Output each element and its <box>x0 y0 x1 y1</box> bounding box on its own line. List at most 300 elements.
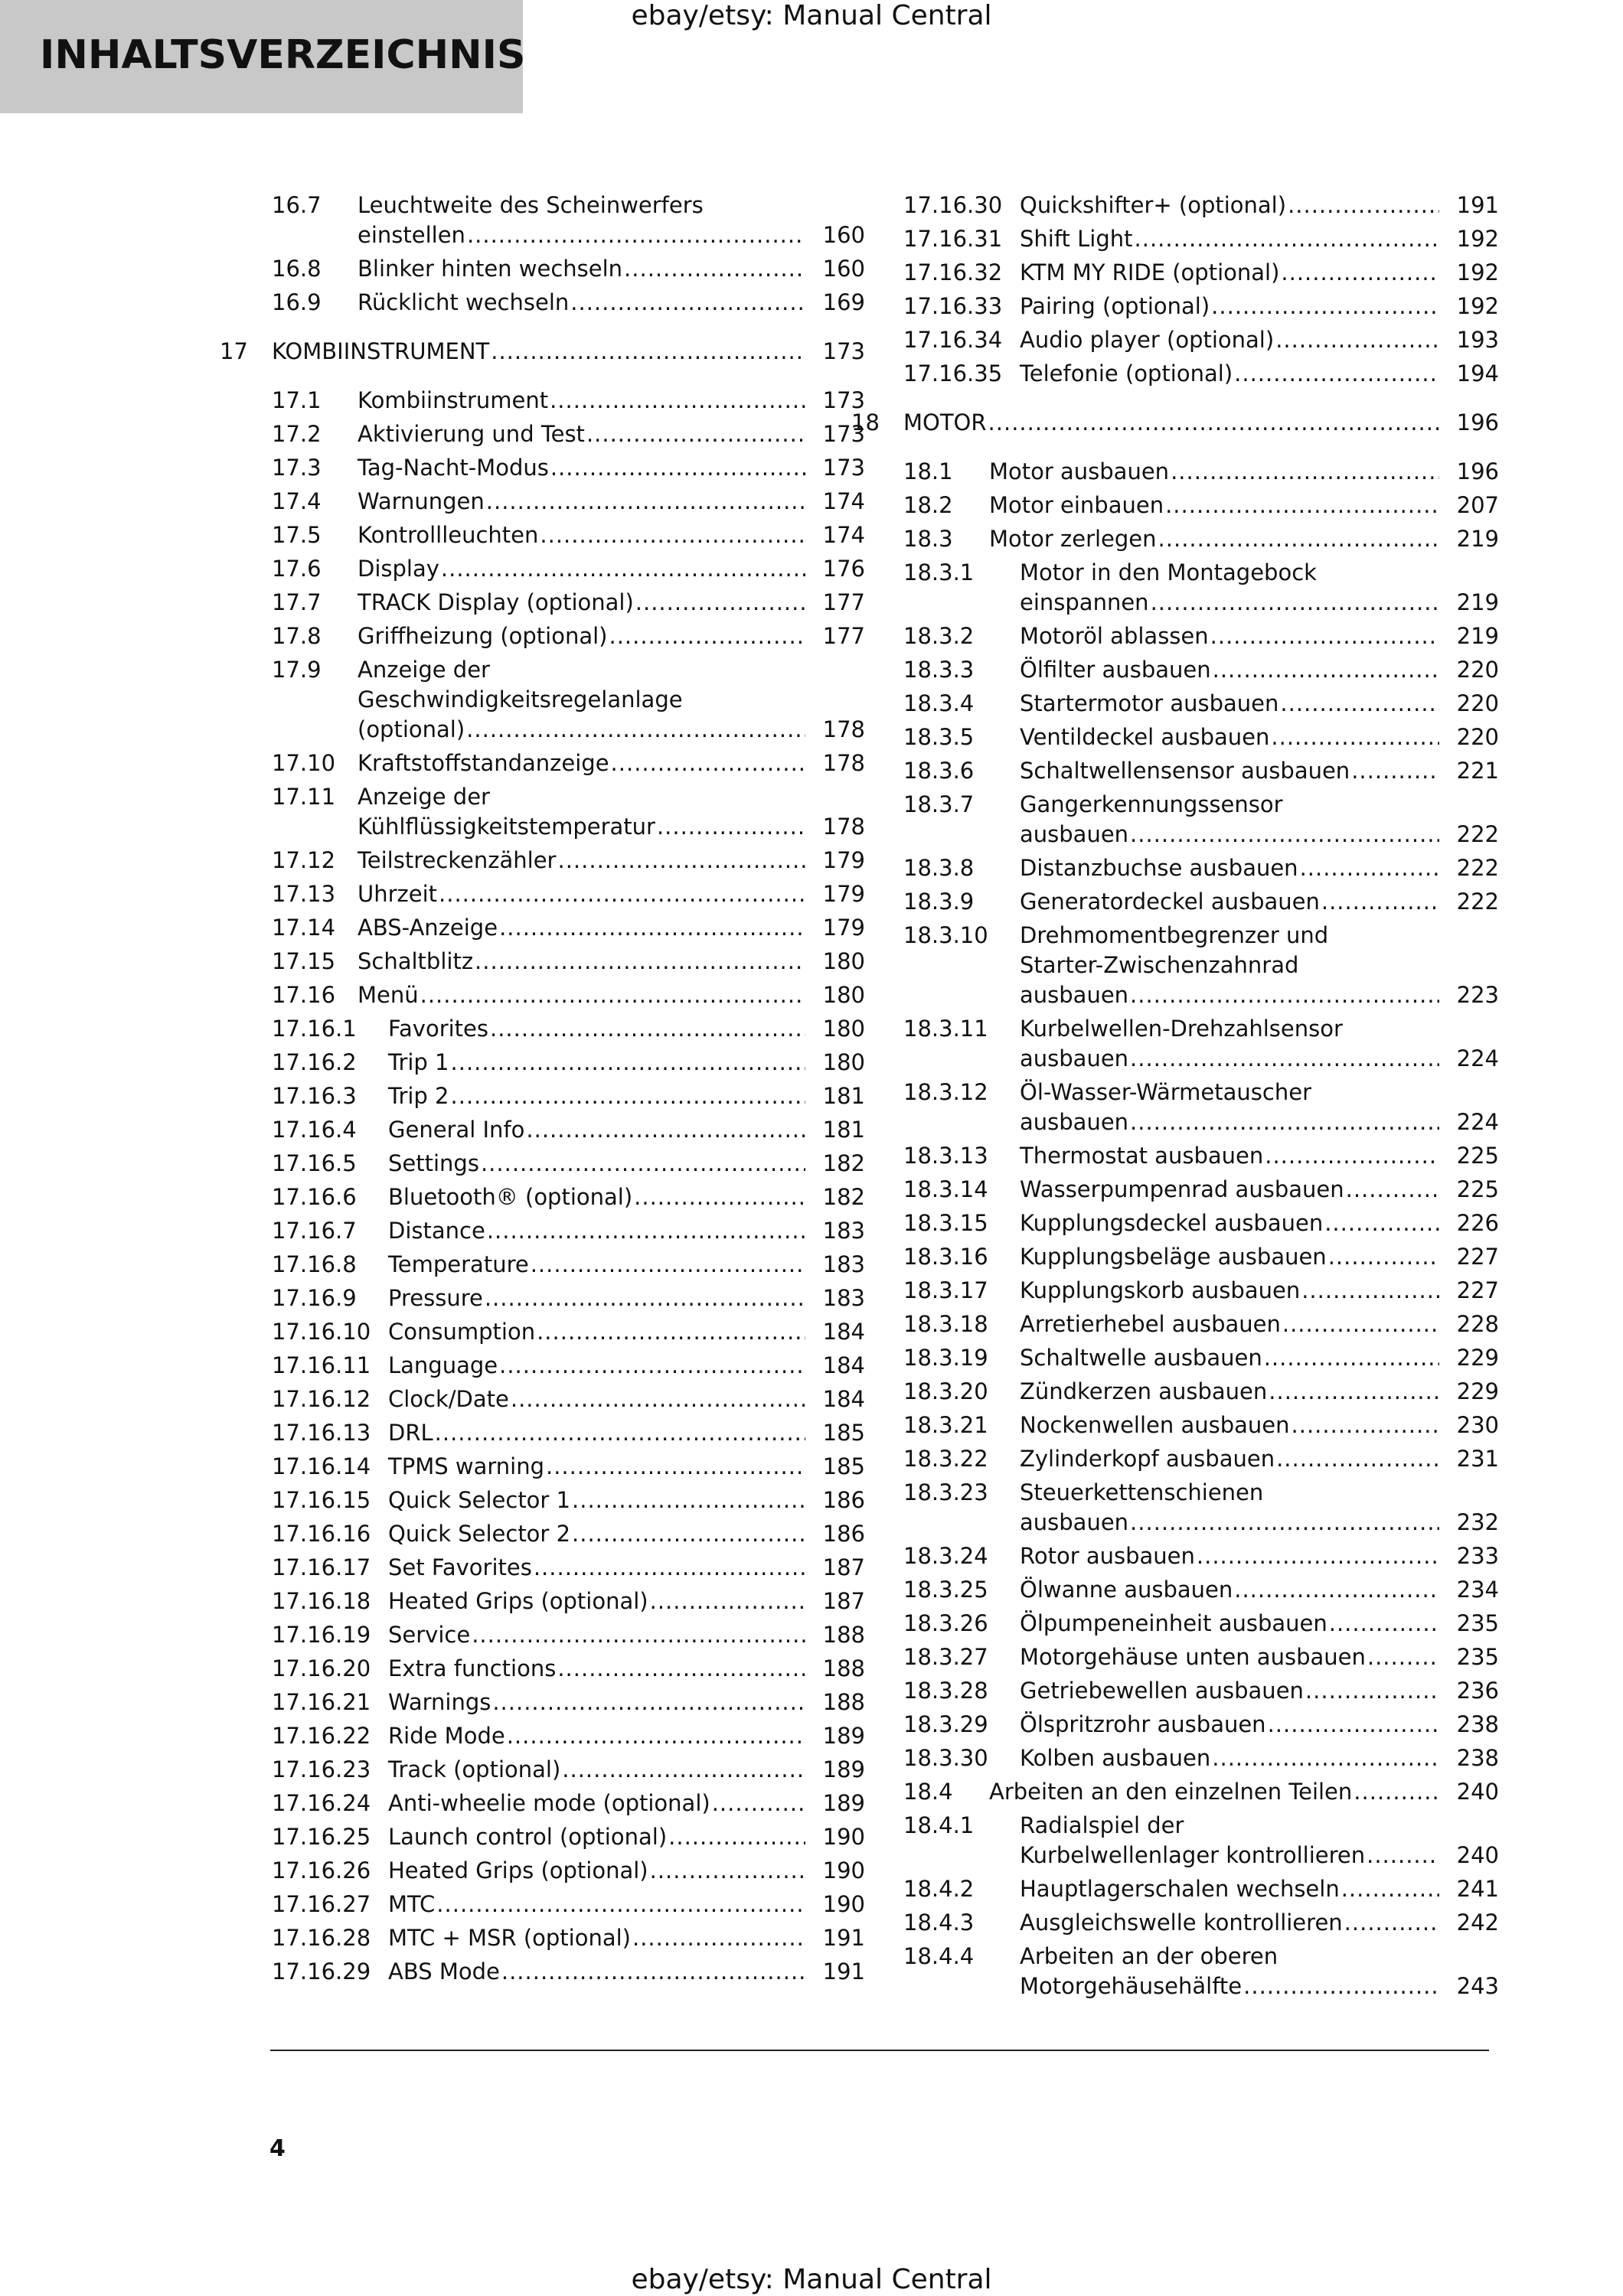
toc-entry-title-text: Gangerkennungssensor <box>1020 791 1283 817</box>
toc-entry-title <box>358 552 805 585</box>
toc-entry-title-text: Ölspritzrohr ausbauen <box>1020 1711 1266 1737</box>
toc-entry-number: 18.3.21 <box>903 1412 988 1438</box>
toc-entry <box>272 552 865 585</box>
toc-entry-title <box>388 1349 805 1382</box>
toc-leader-dots <box>586 417 805 451</box>
toc-entry-title <box>358 843 805 877</box>
toc-entry-title-text: Ölwanne ausbauen <box>1020 1577 1233 1603</box>
toc-entry-number: 17.4 <box>272 488 322 514</box>
toc-entry-title-text: Ölfilter ausbauen <box>1020 657 1211 683</box>
toc-entry-title-text: Display <box>358 556 439 582</box>
toc-entry-page: 235 <box>1456 1644 1499 1670</box>
toc-leader-dots <box>1165 488 1439 522</box>
toc-entry-title-text: einstellen <box>358 222 465 248</box>
toc-entry-title <box>1020 1573 1439 1606</box>
toc-entry-title-line <box>388 1685 805 1719</box>
toc-entry-title-line <box>1020 1476 1439 1505</box>
toc-entry-page: 181 <box>822 1117 865 1143</box>
toc-entry-title-text: Leuchtweite des Scheinwerfers <box>358 192 704 218</box>
toc-entry-title-text: Radialspiel der <box>1020 1812 1184 1838</box>
toc-entry-number: 17.16.18 <box>272 1588 371 1614</box>
toc-entry-page: 222 <box>1456 855 1499 881</box>
toc-entry <box>903 1939 1499 2003</box>
toc-entry-title-text: Startermotor ausbauen <box>1020 690 1279 716</box>
toc-leader-dots <box>1351 754 1439 788</box>
toc-entry-number: 17.6 <box>272 556 322 582</box>
toc-entry-title <box>1020 1476 1439 1539</box>
toc-entry-title-text: Quickshifter+ (optional) <box>1020 192 1287 218</box>
toc-entry-number: 18.3.20 <box>903 1378 988 1404</box>
toc-entry-title <box>1020 1606 1439 1640</box>
toc-entry-title-line <box>388 1113 805 1146</box>
toc-leader-dots <box>1135 222 1439 256</box>
toc-entry-title-line <box>1020 256 1439 289</box>
toc-entry-number: 18.3.24 <box>903 1543 988 1569</box>
toc-entry-title-line <box>388 1315 805 1349</box>
toc-entry-title-text: TPMS warning <box>388 1453 544 1479</box>
toc-entry-title <box>388 1887 805 1921</box>
toc-entry-title <box>358 911 805 944</box>
toc-entry-number: 18.3.13 <box>903 1143 988 1169</box>
toc-entry-page: 225 <box>1456 1143 1499 1169</box>
toc-entry-title <box>1020 188 1439 222</box>
toc-entry <box>272 1955 865 1988</box>
toc-entry-title <box>388 1517 805 1551</box>
toc-entry-title-line <box>388 1584 805 1618</box>
toc-entry <box>272 1113 865 1146</box>
toc-entry-title-line <box>1020 1042 1439 1075</box>
toc-leader-dots <box>1305 1674 1439 1707</box>
toc-entry-title-line <box>358 843 805 877</box>
toc-entry-title-line <box>1020 754 1439 788</box>
toc-entry-title-text: Wasserpumpenrad ausbauen <box>1020 1176 1344 1202</box>
toc-entry-title <box>358 484 805 518</box>
toc-entry <box>903 1872 1499 1906</box>
toc-leader-dots <box>1300 851 1439 885</box>
toc-entry <box>903 1573 1499 1606</box>
toc-entry-title <box>1020 918 1439 1012</box>
toc-entry-title-text: Öl-Wasser-Wärmetauscher <box>1020 1079 1311 1105</box>
toc-entry-title-line <box>1020 1838 1439 1872</box>
toc-entry-title-text: Arbeiten an der oberen <box>1020 1943 1278 1969</box>
toc-entry-page: 179 <box>822 881 865 907</box>
toc-entry-number: 18.3.27 <box>903 1644 988 1670</box>
toc-entry <box>903 885 1499 918</box>
toc-entry-title-line <box>388 1416 805 1450</box>
toc-entry <box>272 1786 865 1820</box>
toc-entry-page: 224 <box>1456 1045 1499 1071</box>
toc-entry-title-line <box>903 406 1439 439</box>
toc-entry-number: 18.3.23 <box>903 1479 988 1505</box>
toc-leader-dots <box>1269 1375 1439 1408</box>
toc-entry-title-line <box>358 683 805 713</box>
toc-entry-title <box>358 417 805 451</box>
toc-leader-dots <box>534 1551 805 1584</box>
toc-entry-title-line <box>1020 1969 1439 2003</box>
toc-leader-dots <box>1158 522 1439 556</box>
toc-entry-title-text: Kraftstoffstandanzeige <box>358 750 609 776</box>
toc-entry-title-text: Bluetooth® (optional) <box>388 1184 633 1210</box>
toc-entry-title <box>388 1180 805 1214</box>
toc-entry-title-line <box>989 455 1439 488</box>
toc-entry-page: 232 <box>1456 1509 1499 1535</box>
toc-entry-number: 17.9 <box>272 657 322 683</box>
toc-entry-title-line <box>358 653 805 683</box>
toc-leader-dots <box>1275 323 1439 357</box>
toc-entry-title-line <box>358 585 805 619</box>
toc-entry-number: 17.16.34 <box>903 327 1003 353</box>
toc-entry-number: 17.16.14 <box>272 1453 371 1479</box>
toc-entry-title <box>388 1584 805 1618</box>
toc-entry <box>903 1307 1499 1341</box>
toc-entry <box>903 1707 1499 1741</box>
toc-leader-dots <box>557 1652 805 1685</box>
toc-entry-page: 189 <box>822 1756 865 1782</box>
toc-entry-page: 173 <box>822 421 865 447</box>
toc-entry-page: 231 <box>1456 1446 1499 1472</box>
toc-leader-dots <box>650 1854 805 1887</box>
toc-entry-title <box>1020 323 1439 357</box>
toc-entry <box>272 1450 865 1483</box>
toc-entry-title-line <box>1020 1240 1439 1274</box>
toc-entry-number: 18.3.28 <box>903 1678 988 1704</box>
toc-leader-dots <box>1344 1906 1439 1939</box>
toc-leader-dots <box>712 1786 805 1820</box>
toc-entry-title <box>358 746 805 780</box>
toc-entry <box>272 1146 865 1180</box>
toc-entry-page: 190 <box>822 1891 865 1917</box>
toc-entry-title <box>1020 1408 1439 1442</box>
toc-entry-number: 17.16.29 <box>272 1958 371 1985</box>
toc-entry-title-line <box>388 1079 805 1113</box>
toc-entry-number: 17.16.17 <box>272 1554 371 1580</box>
toc-entry-title-text: ausbauen <box>1020 1509 1129 1535</box>
toc-entry-title-text: Trip 2 <box>388 1083 449 1109</box>
toc-entry <box>272 619 865 653</box>
toc-entry-title-line <box>1020 788 1439 817</box>
toc-leader-dots <box>1346 1172 1439 1206</box>
toc-entry-title-text: Uhrzeit <box>358 881 438 907</box>
toc-entry <box>903 619 1499 653</box>
toc-entry-title-text: Schaltblitz <box>358 948 474 974</box>
toc-entry-title <box>388 1551 805 1584</box>
toc-entry-title <box>388 1113 805 1146</box>
toc-entry <box>903 1274 1499 1307</box>
toc-entry-number: 17.16.3 <box>272 1083 357 1109</box>
toc-entry-title-text: (optional) <box>358 716 465 742</box>
toc-entry-title <box>1020 1674 1439 1707</box>
toc-entry-title-line <box>358 713 805 746</box>
toc-entry <box>272 417 865 451</box>
toc-entry-number: 17.16.11 <box>272 1352 371 1378</box>
toc-entry <box>272 911 865 944</box>
toc-entry-page: 219 <box>1456 623 1499 649</box>
toc-leader-dots <box>609 619 805 653</box>
toc-entry-page: 227 <box>1456 1277 1499 1303</box>
toc-entry-page: 183 <box>822 1285 865 1311</box>
toc-entry <box>220 334 865 368</box>
toc-entry <box>903 1741 1499 1775</box>
toc-entry-title-text: Kupplungsdeckel ausbauen <box>1020 1210 1324 1236</box>
toc-entry-title-line <box>388 1652 805 1685</box>
toc-entry-title-text: Motor zerlegen <box>989 526 1157 552</box>
toc-entry-title <box>388 1786 805 1820</box>
toc-entry-page: 192 <box>1456 226 1499 252</box>
toc-entry-title-text: ausbauen <box>1020 1109 1129 1135</box>
toc-entry-page: 160 <box>822 222 865 248</box>
toc-leader-dots <box>537 1315 805 1349</box>
toc-leader-dots <box>635 585 805 619</box>
toc-entry-number: 16.7 <box>272 192 322 218</box>
toc-entry-title-text: Heated Grips (optional) <box>388 1857 648 1883</box>
toc-entry-page: 222 <box>1456 889 1499 915</box>
toc-entry-title-line <box>1020 1408 1439 1442</box>
toc-entry-title-text: Distance <box>388 1218 485 1244</box>
toc-entry-number: 17.16.8 <box>272 1251 357 1277</box>
toc-entry-number: 17.14 <box>272 915 336 941</box>
toc-entry-title-text: Extra functions <box>388 1655 557 1681</box>
toc-entry-number: 18.3.14 <box>903 1176 988 1202</box>
toc-entry <box>272 1652 865 1685</box>
toc-entry-title-line <box>1020 1206 1439 1240</box>
toc-entry-title <box>989 522 1439 556</box>
toc-entry-title <box>388 1281 805 1315</box>
toc-entry <box>903 556 1499 619</box>
toc-entry-title <box>1020 754 1439 788</box>
toc-entry-number: 17.2 <box>272 421 322 447</box>
toc-leader-dots <box>1130 817 1439 851</box>
toc-entry <box>272 1820 865 1854</box>
toc-entry-title-line <box>1020 1808 1439 1838</box>
toc-entry-title-text: Trip 1 <box>388 1049 449 1075</box>
toc-entry-page: 233 <box>1456 1543 1499 1569</box>
toc-entry-title-line <box>1020 1442 1439 1476</box>
toc-entry-title-line <box>388 1382 805 1416</box>
toc-entry-title-line <box>388 1854 805 1887</box>
toc-leader-dots <box>1281 256 1439 289</box>
toc-leader-dots <box>611 746 805 780</box>
toc-entry <box>272 653 865 746</box>
toc-leader-dots <box>546 1450 805 1483</box>
toc-entry-title-text: Kombiinstrument <box>358 387 549 413</box>
toc-entry <box>272 1753 865 1786</box>
toc-entry-title <box>1020 289 1439 323</box>
toc-entry-page: 207 <box>1456 492 1499 518</box>
toc-entry-title-line <box>1020 1741 1439 1775</box>
toc-entry-page: 180 <box>822 1016 865 1042</box>
page-number: 4 <box>269 2135 286 2162</box>
toc-entry-title-line <box>358 417 805 451</box>
toc-entry-title-text: Launch control (optional) <box>388 1824 668 1850</box>
toc-leader-dots <box>634 1180 805 1214</box>
toc-entry <box>903 653 1499 687</box>
toc-entry-title-text: Motor in den Montagebock <box>1020 559 1317 585</box>
toc-entry <box>272 1349 865 1382</box>
toc-leader-dots <box>1130 1042 1439 1075</box>
toc-entry-title-line <box>1020 1505 1439 1539</box>
toc-entry-title-text: TRACK Display (optional) <box>358 589 634 615</box>
toc-entry-page: 240 <box>1456 1779 1499 1805</box>
toc-entry <box>903 918 1499 1012</box>
toc-entry-number: 17.16.30 <box>903 192 1003 218</box>
toc-leader-dots <box>467 218 805 252</box>
toc-leader-dots <box>557 843 805 877</box>
toc-entry-title <box>1020 1172 1439 1206</box>
toc-entry-page: 238 <box>1456 1711 1499 1737</box>
toc-entry-title-text: Clock/Date <box>388 1386 509 1412</box>
toc-entry-title-line <box>388 1820 805 1854</box>
toc-entry-title <box>358 944 805 978</box>
toc-leader-dots <box>1234 1573 1439 1606</box>
toc-leader-dots <box>1324 1206 1439 1240</box>
toc-entry <box>903 1906 1499 1939</box>
toc-entry-title-text: MTC + MSR (optional) <box>388 1925 631 1951</box>
toc-entry-number: 17.16.1 <box>272 1016 357 1042</box>
toc-entry-title-text: Motoröl ablassen <box>1020 623 1209 649</box>
toc-entry-title-text: Kurbelwellenlager kontrollieren <box>1020 1842 1366 1868</box>
toc-entry <box>272 1214 865 1247</box>
toc-entry-title-text: Shift Light <box>1020 226 1133 252</box>
toc-entry-page: 177 <box>822 589 865 615</box>
toc-entry-number: 18.3.1 <box>903 559 975 585</box>
toc-entry-number: 18.3.26 <box>903 1610 988 1636</box>
toc-entry-page: 183 <box>822 1218 865 1244</box>
toc-entry-title-line <box>1020 817 1439 851</box>
toc-entry-title-line <box>1020 1075 1439 1105</box>
toc-entry-number: 18.3.9 <box>903 889 975 915</box>
toc-entry-title-line <box>388 1719 805 1753</box>
toc-leader-dots <box>1151 585 1439 619</box>
toc-entry-title <box>388 1012 805 1045</box>
toc-entry-page: 184 <box>822 1352 865 1378</box>
toc-entry <box>272 1618 865 1652</box>
toc-leader-dots <box>490 1012 805 1045</box>
toc-entry-number: 17.10 <box>272 750 336 776</box>
toc-leader-dots <box>1197 1539 1439 1573</box>
toc-entry-page: 196 <box>1456 409 1499 435</box>
toc-entry-page: 191 <box>1456 192 1499 218</box>
toc-entry-title <box>358 978 805 1012</box>
toc-entry-title-line <box>388 1247 805 1281</box>
toc-entry <box>903 1206 1499 1240</box>
toc-leader-dots <box>501 1955 805 1988</box>
toc-entry-title-text: Distanzbuchse ausbauen <box>1020 855 1298 881</box>
toc-entry-page: 193 <box>1456 327 1499 353</box>
toc-entry-page: 189 <box>822 1723 865 1749</box>
toc-entry-title-line <box>388 1551 805 1584</box>
toc-leader-dots <box>1288 188 1439 222</box>
toc-entry-number: 17.16.9 <box>272 1285 357 1311</box>
toc-entry <box>272 978 865 1012</box>
toc-entry-page: 186 <box>822 1487 865 1513</box>
toc-entry <box>272 746 865 780</box>
toc-entry-page: 186 <box>822 1521 865 1547</box>
toc-leader-dots <box>441 552 805 585</box>
toc-entry-title-line <box>358 188 805 218</box>
toc-entry-title-text: Thermostat ausbauen <box>1020 1143 1264 1169</box>
toc-entry-page: 169 <box>822 289 865 315</box>
toc-entry <box>903 1408 1499 1442</box>
toc-entry-number: 18.3.5 <box>903 724 975 750</box>
toc-entry-title-text: Kontrollleuchten <box>358 522 539 548</box>
toc-entry-title <box>989 488 1439 522</box>
toc-entry-number: 18.3.7 <box>903 791 975 817</box>
toc-entry-number: 16.9 <box>272 289 322 315</box>
toc-entry-page: 188 <box>822 1655 865 1681</box>
toc-entry-page: 182 <box>822 1150 865 1176</box>
toc-entry-page: 224 <box>1456 1109 1499 1135</box>
toc-entry-title-text: Arretierhebel ausbauen <box>1020 1311 1281 1337</box>
toc-entry-number: 17.16.26 <box>272 1857 371 1883</box>
toc-entry-title-text: Language <box>388 1352 498 1378</box>
toc-entry-page: 235 <box>1456 1610 1499 1636</box>
toc-entry-title <box>1020 222 1439 256</box>
toc-entry <box>903 1476 1499 1539</box>
toc-leader-dots <box>526 1113 805 1146</box>
toc-leader-dots <box>485 1281 805 1315</box>
toc-entry-page: 229 <box>1456 1345 1499 1371</box>
toc-entry-number: 18.3.12 <box>903 1079 988 1105</box>
toc-entry-number: 18.3.18 <box>903 1311 988 1337</box>
toc-entry-title-line <box>388 1012 805 1045</box>
toc-entry-number: 17 <box>220 338 248 364</box>
toc-entry-number: 17.16.13 <box>272 1420 371 1446</box>
toc-entry-title-line <box>388 1955 805 1988</box>
toc-entry-title <box>1020 1375 1439 1408</box>
toc-entry-title-text: ausbauen <box>1020 821 1129 847</box>
toc-entry-title-line <box>1020 1573 1439 1606</box>
toc-entry-number: 16.8 <box>272 256 322 282</box>
toc-entry <box>903 1172 1499 1206</box>
toc-entry-title-line <box>388 1180 805 1214</box>
toc-entry-page: 220 <box>1456 690 1499 716</box>
toc-entry-title-line <box>1020 1375 1439 1408</box>
toc-entry <box>272 252 865 285</box>
toc-entry-number: 18.3.25 <box>903 1577 988 1603</box>
toc-entry-title-text: ausbauen <box>1020 982 1129 1008</box>
toc-entry-title-line <box>1020 222 1439 256</box>
toc-entry-number: 17.16.23 <box>272 1756 371 1782</box>
toc-entry <box>903 1139 1499 1172</box>
toc-entry-number: 18.3.29 <box>903 1711 988 1737</box>
toc-entry-title-text: Blinker hinten wechseln <box>358 256 623 282</box>
toc-entry-title <box>1020 885 1439 918</box>
toc-entry <box>272 877 865 911</box>
toc-entry-title <box>388 1719 805 1753</box>
toc-entry-title <box>903 406 1439 439</box>
toc-entry-number: 17.16.4 <box>272 1117 357 1143</box>
toc-entry-page: 226 <box>1456 1210 1499 1236</box>
toc-entry <box>903 188 1499 222</box>
toc-entry-title-text: Aktivierung und Test <box>358 421 585 447</box>
toc-entry-title-text: Menü <box>358 982 419 1008</box>
toc-entry-title-line <box>1020 1012 1439 1042</box>
toc-entry <box>272 1416 865 1450</box>
toc-entry-title-text: Ölpumpeneinheit ausbauen <box>1020 1610 1327 1636</box>
toc-entry <box>272 585 865 619</box>
toc-entry-title-line <box>388 1887 805 1921</box>
toc-entry-number: 18.3.10 <box>903 922 988 948</box>
toc-entry-title-line <box>1020 1606 1439 1640</box>
toc-leader-dots <box>1130 1505 1439 1539</box>
toc-entry-title-text: ausbauen <box>1020 1045 1129 1071</box>
toc-entry-title-line <box>1020 1939 1439 1969</box>
toc-entry-page: 234 <box>1456 1577 1499 1603</box>
toc-entry-page: 178 <box>822 814 865 840</box>
toc-entry-title-text: Arbeiten an den einzelnen Teilen <box>989 1779 1353 1805</box>
toc-entry-title <box>388 1146 805 1180</box>
toc-entry-title-text: Ride Mode <box>388 1723 505 1749</box>
